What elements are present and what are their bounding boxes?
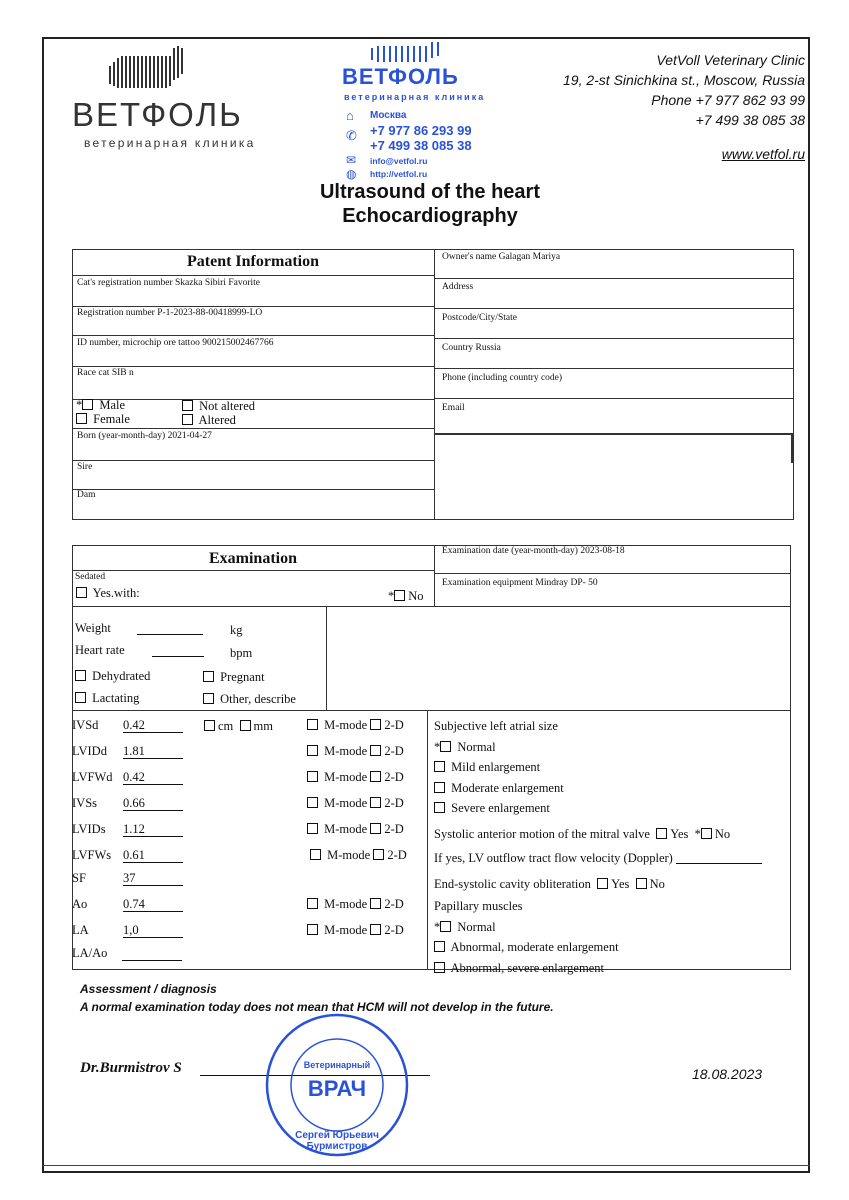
pregnant-checkbox[interactable] (203, 671, 214, 682)
hr-label: Heart rate (75, 643, 125, 657)
pap-normal-star: * (434, 919, 441, 934)
sedated-yes (76, 586, 140, 601)
weight-label: Weight (75, 621, 111, 635)
twod-checkbox[interactable] (370, 745, 381, 756)
address-label: Address (442, 282, 474, 292)
measurement-value[interactable]: 0.74 (123, 897, 183, 912)
doctor-signature: Dr.Burmistrov S (80, 1060, 182, 1076)
lactating-option (75, 691, 139, 706)
sedated-label: Sedated (75, 572, 106, 582)
cavity-yes-checkbox[interactable] (597, 878, 608, 889)
mmode-checkbox[interactable] (307, 797, 318, 808)
email-label: Email (442, 403, 465, 413)
seal-center: ВРАЧ (307, 1076, 367, 1101)
mmode-label: M-mode (324, 796, 368, 810)
measurement-value[interactable]: 37 (123, 871, 183, 886)
twod-checkbox[interactable] (370, 823, 381, 834)
papillary-heading: Papillary muscles (434, 899, 523, 913)
equip-value[interactable]: Mindray DP- 50 (535, 578, 598, 588)
dehydrated-checkbox[interactable] (75, 670, 86, 681)
sam-no-label: No (714, 826, 731, 841)
altered-checkbox[interactable] (182, 414, 193, 425)
cavity-no-checkbox[interactable] (636, 878, 647, 889)
twod-label: 2-D (387, 848, 407, 862)
stamp-email: info@vetfol.ru (370, 156, 428, 166)
born-value[interactable]: 2021-04-27 (167, 431, 212, 441)
measurement-label: LA (72, 923, 89, 937)
twod-checkbox[interactable] (373, 849, 384, 860)
mmode-label: M-mode (327, 848, 371, 862)
sam-yes-label: Yes (670, 826, 689, 841)
twod-label: 2-D (384, 796, 404, 810)
clinic-website: www.vetfol.ru (721, 146, 805, 162)
reg-num-value[interactable]: P-1-2023-88-00418999-LO (157, 308, 263, 318)
measurement-label: Ao (72, 897, 88, 911)
stamp-phone2: +7 499 38 085 38 (370, 138, 472, 153)
dehydrated-option (75, 669, 150, 684)
measurement-value[interactable]: 1,0 (123, 923, 183, 938)
country-value[interactable]: Russia (475, 343, 501, 353)
twod-label: 2-D (384, 744, 404, 758)
equipment-row (442, 578, 598, 588)
measurement-label: LVFWd (72, 770, 113, 784)
dam-label: Dam (77, 490, 96, 500)
male-checkbox[interactable] (82, 399, 93, 410)
mode-options (307, 770, 404, 785)
twod-checkbox[interactable] (370, 924, 381, 935)
twod-label: 2-D (384, 770, 404, 784)
id-value[interactable]: 900215002467766 (202, 338, 274, 348)
patient-table (72, 249, 794, 520)
pregnant-option (203, 670, 265, 685)
stamp-cat-icon (368, 40, 448, 64)
cavity-label: End-systolic cavity obliteration (434, 876, 591, 891)
sedated-yes-checkbox[interactable] (76, 587, 87, 598)
mmode-label: M-mode (324, 923, 368, 937)
hr-unit: bpm (230, 646, 253, 660)
female-label: Female (93, 412, 130, 426)
subjective-section (434, 716, 794, 978)
sedated-no-star: * (388, 589, 395, 603)
la-normal-star: * (434, 739, 441, 754)
measurement-value[interactable]: 0.66 (123, 796, 183, 811)
mmode-checkbox[interactable] (307, 745, 318, 756)
owner-name-label: Owner's name (442, 252, 497, 262)
lvot-input[interactable] (676, 852, 762, 864)
stamp-city: Москва (370, 110, 407, 121)
measurement-value[interactable]: 0.61 (123, 848, 183, 863)
la-moderate-label: Moderate enlargement (451, 780, 564, 795)
la-heading: Subjective left atrial size (434, 719, 558, 733)
sedated-no-checkbox[interactable] (394, 590, 405, 601)
male-star: * (76, 398, 83, 412)
not-altered-label: Not altered (199, 399, 256, 413)
yes-with-label: Yes.with: (92, 586, 140, 600)
cm-label: cm (218, 719, 234, 733)
mode-options (307, 718, 404, 733)
twod-checkbox[interactable] (370, 898, 381, 909)
born-row (77, 431, 212, 441)
clinic-logo (72, 42, 312, 152)
la-moderate-checkbox[interactable] (434, 782, 445, 793)
born-label: Born (year-month-day) (77, 431, 166, 441)
assessment-text: A normal examination today does not mean that HCM will not develop in the future. (80, 1000, 554, 1014)
reg-num-label: Registration number (77, 308, 155, 318)
la-severe-label: Severe enlargement (451, 801, 550, 815)
document-title (240, 180, 620, 228)
pap-severe-label: Abnormal, severe enlargement (450, 960, 604, 975)
other-label: Other, describe (220, 692, 296, 706)
mm-label: mm (253, 719, 273, 733)
clinic-phone1: Phone +7 977 862 93 99 (651, 92, 805, 108)
id-label: ID number, microchip ore tattoo (77, 338, 200, 348)
phone-icon: ✆ (346, 128, 357, 143)
measurement-label: LVFWs (72, 848, 112, 862)
cavity-no-label: No (649, 876, 665, 891)
clinic-info (520, 50, 805, 164)
country-row (442, 343, 501, 353)
clinic-name: VetVoll Veterinary Clinic (656, 52, 805, 68)
clinic-stamp (340, 40, 520, 190)
measurement-value[interactable] (122, 946, 182, 961)
globe-icon: ◍ (346, 167, 357, 181)
mmode-label: M-mode (324, 822, 368, 836)
cat-registration-row (77, 278, 260, 288)
seal-center-top: Ветеринарный (303, 1060, 371, 1070)
home-icon: ⌂ (346, 108, 354, 123)
exam-date-row (442, 546, 625, 556)
female-checkbox[interactable] (76, 413, 87, 424)
other-checkbox[interactable] (203, 693, 214, 704)
race-label: Race cat (77, 368, 110, 378)
mode-options (307, 923, 404, 938)
measurement-label: IVSs (72, 796, 98, 810)
mmode-label: M-mode (324, 770, 368, 784)
assessment-heading: Assessment / diagnosis (80, 982, 217, 996)
cat-reg-value[interactable]: Skazka Sibiri Favorite (175, 278, 260, 288)
patient-heading: Patent Information (187, 253, 319, 270)
mail-icon: ✉ (346, 153, 357, 167)
pap-normal-checkbox[interactable] (440, 921, 451, 932)
measurement-value[interactable]: 0.42 (123, 770, 183, 785)
mode-options (310, 848, 407, 863)
stamp-site: http://vetfol.ru (370, 169, 428, 179)
mode-options (307, 796, 404, 811)
mmode-label: M-mode (324, 897, 368, 911)
la-normal-label: Normal (457, 739, 496, 754)
la-mild-label: Mild enlargement (451, 760, 541, 774)
pregnant-label: Pregnant (220, 670, 265, 684)
pap-moderate-checkbox[interactable] (434, 941, 445, 952)
mmode-checkbox[interactable] (307, 771, 318, 782)
cavity-yes-label: Yes (611, 876, 630, 891)
bottom-rule (42, 1165, 810, 1166)
cat-reg-label: Cat's registration number (77, 278, 173, 288)
logo-subtitle: ветеринарная клиника (84, 136, 256, 150)
cm-checkbox[interactable] (204, 720, 215, 731)
signature-date: 18.08.2023 (692, 1066, 763, 1082)
country-label: Country (442, 343, 474, 353)
lactating-checkbox[interactable] (75, 692, 86, 703)
title-line2: Echocardiography (342, 205, 518, 227)
mmode-checkbox[interactable] (307, 719, 318, 730)
la-mild-checkbox[interactable] (434, 761, 445, 772)
lvot-label: If yes, LV outflow tract flow velocity (Doppler) (434, 851, 673, 865)
male-label: Male (99, 398, 126, 412)
twod-label: 2-D (384, 718, 404, 732)
mmode-label: M-mode (324, 718, 368, 732)
mode-options (307, 822, 404, 837)
measurement-value[interactable]: 0.42 (123, 718, 183, 733)
measurement-label: IVSd (72, 718, 99, 732)
stamp-phone1: +7 977 86 293 99 (370, 123, 472, 138)
race-row (77, 368, 134, 378)
sedated-no (388, 589, 424, 604)
equip-label: Examination equipment (442, 578, 534, 588)
clinic-address: 19, 2-st Sinichkina st., Moscow, Russia (563, 72, 805, 88)
twod-checkbox[interactable] (370, 797, 381, 808)
mm-checkbox[interactable] (240, 720, 251, 731)
dehydrated-label: Dehydrated (92, 669, 151, 683)
measurement-label: LVIDs (72, 822, 106, 836)
clinic-phone2: +7 499 38 085 38 (695, 112, 805, 128)
sire-label: Sire (77, 462, 93, 472)
weight-input[interactable] (137, 623, 203, 635)
logo-name: ВЕТФОЛЬ (72, 96, 243, 133)
mmode-checkbox[interactable] (307, 924, 318, 935)
lactating-label: Lactating (92, 691, 140, 705)
mmode-checkbox[interactable] (307, 898, 318, 909)
title-line1: Ultrasound of the heart (319, 181, 540, 203)
mmode-checkbox[interactable] (310, 849, 321, 860)
seal-ring-text: Сергей Юрьевич Бурмистров (295, 1130, 379, 1152)
unit-options (204, 719, 273, 734)
stamp-name: ВЕТФОЛЬ (342, 64, 459, 89)
race-value[interactable]: SIB n (111, 368, 134, 378)
postcode-label: Postcode/City/State (442, 313, 517, 323)
measurement-label: SF (72, 871, 86, 885)
other-option (203, 692, 296, 707)
exam-date-value[interactable]: 2023-08-18 (580, 546, 625, 556)
pap-moderate-label: Abnormal, moderate enlargement (450, 940, 619, 954)
examination-heading: Examination (208, 550, 297, 567)
weight-row (75, 621, 111, 636)
doctor-seal (262, 1010, 412, 1160)
twod-checkbox[interactable] (370, 719, 381, 730)
measurement-label: LA/Ao (72, 946, 108, 960)
mode-options (307, 897, 404, 912)
pap-normal-label: Normal (457, 919, 496, 934)
mmode-label: M-mode (324, 744, 368, 758)
not-altered-checkbox[interactable] (182, 400, 193, 411)
weight-unit: kg (230, 623, 243, 637)
phone-label: Phone (including country code) (442, 373, 563, 383)
altered-row (182, 399, 255, 427)
sam-no-checkbox[interactable] (701, 828, 712, 839)
twod-label: 2-D (384, 897, 404, 911)
measurement-value[interactable]: 1.12 (123, 822, 183, 837)
exam-date-label: Examination date (year-month-day) (442, 546, 578, 556)
no-label: No (408, 589, 424, 603)
twod-label: 2-D (384, 822, 404, 836)
sam-yes-checkbox[interactable] (656, 828, 667, 839)
sex-row (76, 398, 130, 426)
owner-name-value[interactable]: Galagan Mariya (498, 252, 561, 262)
twod-label: 2-D (384, 923, 404, 937)
measurement-label: LVIDd (72, 744, 107, 758)
owner-name-row (442, 252, 560, 262)
mmode-checkbox[interactable] (307, 823, 318, 834)
la-normal-checkbox[interactable] (440, 741, 451, 752)
stamp-subtitle: ветеринарная клиника (344, 92, 486, 102)
sam-label: Systolic anterior motion of the mitral valve (434, 826, 650, 841)
la-severe-checkbox[interactable] (434, 802, 445, 813)
heart-rate-input[interactable] (152, 645, 204, 657)
sam-no-star: * (694, 826, 701, 841)
measurement-value[interactable]: 1.81 (123, 744, 183, 759)
altered-label: Altered (198, 413, 236, 427)
reg-number-row (77, 308, 262, 318)
mode-options (307, 744, 404, 759)
pap-severe-checkbox[interactable] (434, 962, 445, 973)
microchip-row (77, 338, 273, 348)
cat-silhouette-icon (100, 44, 190, 94)
twod-checkbox[interactable] (370, 771, 381, 782)
